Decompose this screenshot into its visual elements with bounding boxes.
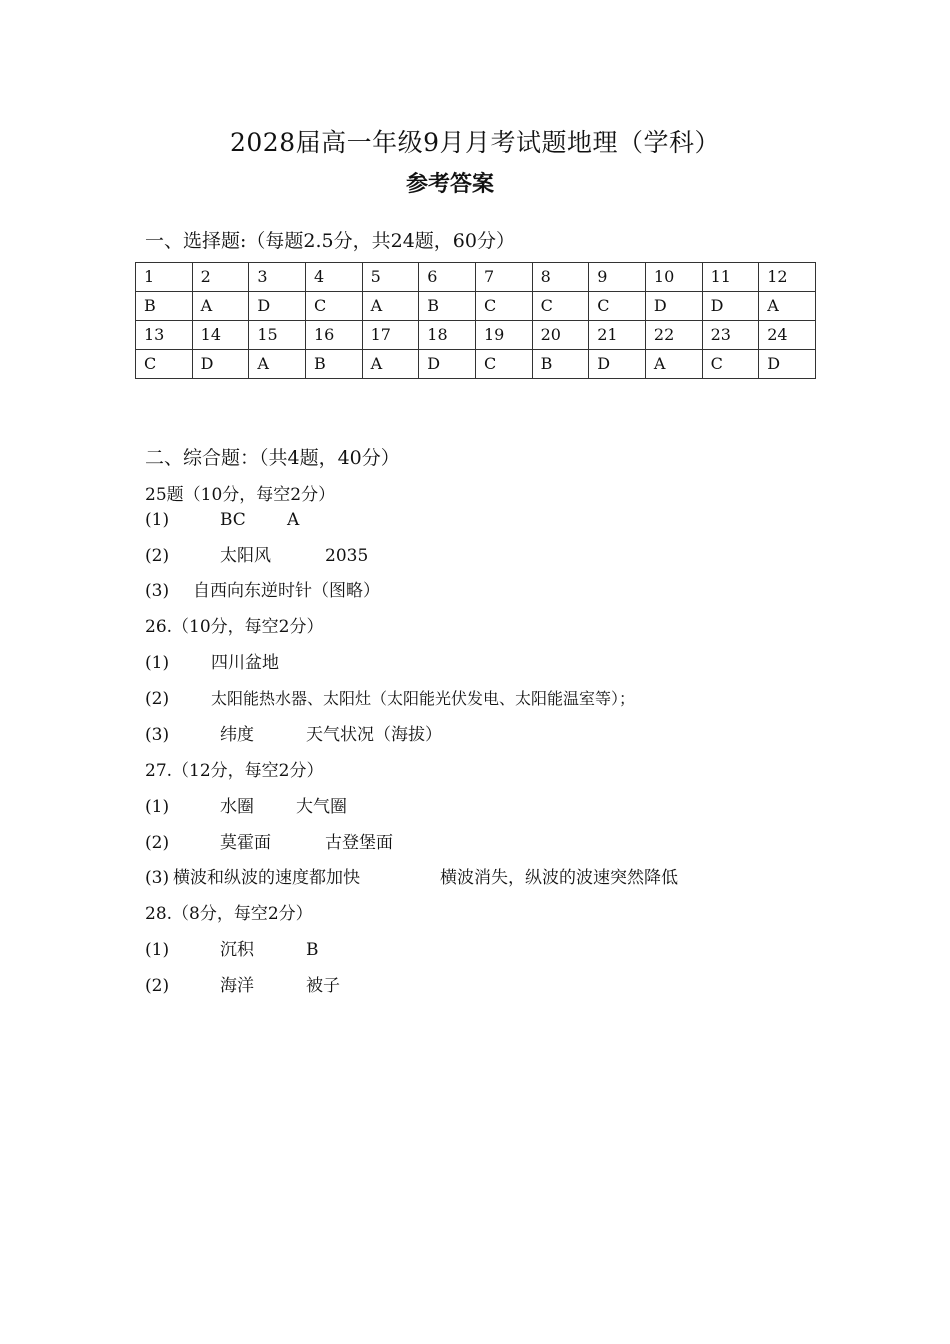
- question-number-cell: 16: [305, 321, 362, 350]
- question-number-cell: 23: [702, 321, 759, 350]
- answer-number: (1): [145, 510, 170, 530]
- answer-cell: A: [645, 350, 702, 379]
- answer-number: (2): [145, 833, 170, 853]
- question-number-cell: 6: [419, 263, 476, 292]
- answer-blank: 大气圈: [296, 797, 347, 817]
- answer-blank: 四川盆地: [211, 653, 279, 673]
- answer-blank: 天气状况（海拔）: [306, 725, 442, 745]
- question-number-cell: 7: [475, 263, 532, 292]
- question-number-cell: 21: [589, 321, 646, 350]
- question-number-cell: 11: [702, 263, 759, 292]
- question-25-header: 25题（10分，每空2分）: [145, 485, 336, 505]
- answer-cell: B: [305, 350, 362, 379]
- answer-blank: 2035: [325, 546, 369, 566]
- answer-blank: 太阳能热水器、太阳灶（太阳能光伏发电、太阳能温室等）；: [211, 689, 636, 708]
- answer-blank: BC: [220, 510, 246, 530]
- answer-cell: B: [136, 292, 193, 321]
- answer-cell: B: [419, 292, 476, 321]
- question-number-cell: 12: [759, 263, 816, 292]
- answer-blank: 海洋: [220, 976, 254, 996]
- question-27-header: 27.（12分，每空2分）: [145, 761, 324, 781]
- answer-cell: C: [589, 292, 646, 321]
- answer-blank: 横波和纵波的速度都加快: [173, 868, 360, 888]
- answer-number: (1): [145, 940, 170, 960]
- question-number-cell: 15: [249, 321, 306, 350]
- answer-blank: A: [287, 510, 300, 530]
- answer-blank: 纬度: [220, 725, 254, 745]
- table-row-answers: [136, 292, 816, 321]
- answer-number: (2): [145, 976, 170, 996]
- answer-cell: C: [305, 292, 362, 321]
- question-number-cell: 14: [192, 321, 249, 350]
- answer-cell: B: [532, 350, 589, 379]
- answer-blank: 古登堡面: [325, 833, 393, 853]
- question-number-cell: 2: [192, 263, 249, 292]
- question-number-cell: 18: [419, 321, 476, 350]
- answer-cell: D: [759, 350, 816, 379]
- answer-cell: D: [249, 292, 306, 321]
- question-number-cell: 3: [249, 263, 306, 292]
- section-heading-comprehensive: 二、综合题：（共4题，40分）: [145, 447, 400, 469]
- answer-cell: A: [362, 292, 419, 321]
- question-number-cell: 9: [589, 263, 646, 292]
- answer-cell: C: [532, 292, 589, 321]
- question-28-header: 28.（8分，每空2分）: [145, 904, 313, 924]
- answer-table: [135, 262, 816, 379]
- answer-number: (3): [145, 868, 170, 888]
- answer-cell: C: [475, 350, 532, 379]
- question-26-header: 26.（10分，每空2分）: [145, 617, 324, 637]
- answer-number: (3): [145, 581, 170, 601]
- table-row-question-numbers: [136, 263, 816, 292]
- answer-number: (1): [145, 653, 170, 673]
- answer-blank: 沉积: [220, 940, 254, 960]
- answer-blank: 自西向东逆时针（图略）: [193, 581, 380, 601]
- question-number-cell: 24: [759, 321, 816, 350]
- answer-blank: B: [306, 940, 319, 960]
- question-number-cell: 1: [136, 263, 193, 292]
- question-number-cell: 5: [362, 263, 419, 292]
- answer-cell: D: [589, 350, 646, 379]
- table-row-answers: [136, 350, 816, 379]
- answer-blank: 水圈: [220, 797, 254, 817]
- answer-cell: C: [136, 350, 193, 379]
- answer-number: (2): [145, 546, 170, 566]
- page-title: 2028届高一年级9月月考试题地理（学科）: [229, 128, 721, 157]
- answer-blank: 横波消失，纵波的波速突然降低: [440, 868, 678, 888]
- answer-cell: D: [645, 292, 702, 321]
- table-row-question-numbers: [136, 321, 816, 350]
- answer-cell: A: [759, 292, 816, 321]
- question-number-cell: 19: [475, 321, 532, 350]
- answer-cell: C: [702, 350, 759, 379]
- answer-cell: D: [419, 350, 476, 379]
- question-number-cell: 17: [362, 321, 419, 350]
- question-number-cell: 13: [136, 321, 193, 350]
- question-number-cell: 22: [645, 321, 702, 350]
- page-subtitle: 参考答案: [405, 171, 494, 197]
- answer-number: (3): [145, 725, 170, 745]
- question-number-cell: 20: [532, 321, 589, 350]
- answer-blank: 被子: [306, 976, 340, 996]
- answer-cell: A: [362, 350, 419, 379]
- question-number-cell: 4: [305, 263, 362, 292]
- question-number-cell: 10: [645, 263, 702, 292]
- section-heading-multiple-choice: 一、选择题:（每题2.5分，共24题，60分）: [145, 230, 515, 252]
- question-number-cell: 8: [532, 263, 589, 292]
- answer-blank: 莫霍面: [220, 833, 271, 853]
- answer-cell: C: [475, 292, 532, 321]
- answer-cell: D: [702, 292, 759, 321]
- answer-cell: A: [192, 292, 249, 321]
- answer-number: (2): [145, 689, 170, 709]
- answer-number: (1): [145, 797, 170, 817]
- answer-blank: 太阳风: [220, 546, 271, 566]
- answer-cell: A: [249, 350, 306, 379]
- answer-cell: D: [192, 350, 249, 379]
